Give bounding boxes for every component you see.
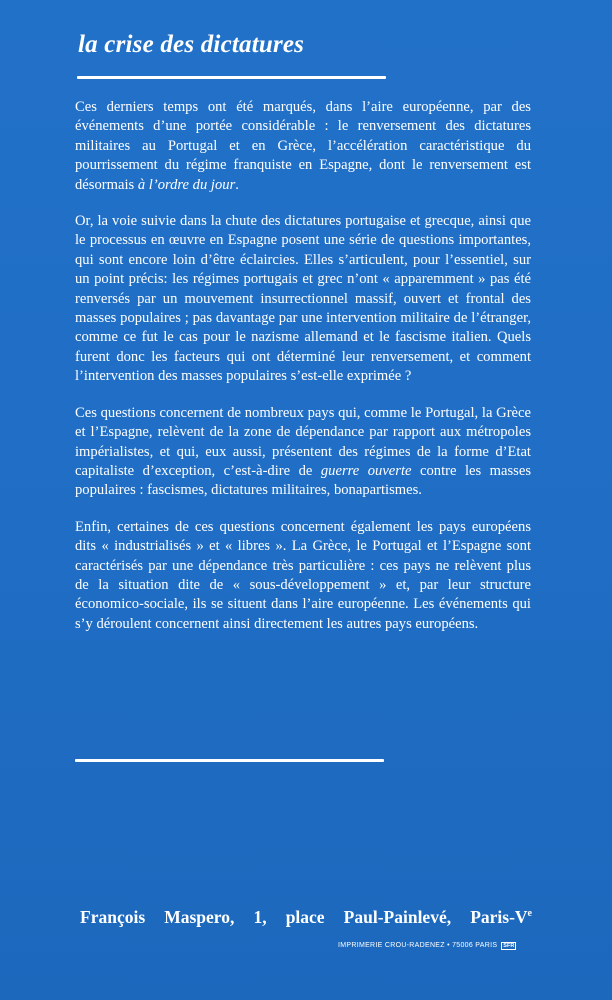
paragraph-text: Or, la voie suivie dans la chute des dictatures portugaise et grecque, ainsi que le processus en œuvre en Espagne posent une série de questions importantes, qui sont encore loin d’être éclaircies. Elles s’articulent, pour l’essentiel, sur un point précis: les régimes portugais et grec n’ont « apparemment » pas été renversés par un mouvement insurrectionnel massif, ouvert et frontal des masses populaires ; pas davantage par une intervention militaire de l’étranger, comme ce fut le cas pour le nazisme allemand et le fascisme italien. Quels furent donc les facteurs qui ont déterminé leur renversement, et comment l’intervention des masses populaires s’est-elle exprimée ? <box>75 213 531 385</box>
paragraph-text: Enfin, certaines de ces questions concernent également les pays européens dits « industrialisés » et « libres ». La Grèce, le Portugal et l’Espagne sont caractérisés par une dépendance très particulière : ces pays ne relèvent plus de la situation dite de « sous-développement » et, par leur structure économico-sociale, ils se situent dans l’aire européenne. Les événements qui s’y déroulent concernent ainsi directement les autres pays européens. <box>75 518 531 632</box>
paragraph-text: Ces questions concernent de nombreux pays qui, comme le Portugal, la Grèce et l’Espagne, relèvent de la zone de dépendance par rapport aux métropoles impérialistes, et qui, eux aussi, présentent des régimes de la forme d’Etat capitaliste d’exception, c’est-à-dire de <box>75 404 531 479</box>
paragraph-text: . <box>235 176 239 193</box>
top-divider <box>77 76 386 79</box>
blurb-paragraph-1 <box>75 98 531 195</box>
paragraph-emphasis: à l’ordre du jour <box>137 176 236 193</box>
book-title: la crise des dictatures <box>78 31 305 58</box>
blurb-paragraph-4 <box>75 518 531 634</box>
blurb-paragraph-2 <box>75 212 531 387</box>
printer-imprint <box>338 941 516 950</box>
publisher-text: François Maspero, 1, place Paul-Painlevé, Paris-V <box>80 907 528 927</box>
printer-text: IMPRIMERIE CROU-RADENEZ • 75006 PARIS <box>338 942 498 949</box>
publisher-address <box>80 903 532 928</box>
publisher-superscript: e <box>527 908 532 919</box>
blurb <box>75 98 531 651</box>
printer-logo-icon: SFR <box>503 942 515 949</box>
paragraph-emphasis: guerre ouverte <box>320 462 412 479</box>
paragraph-text: contre les masses populaires : fascismes, dictatures militaires, bonapartismes. <box>75 462 531 499</box>
bottom-divider <box>75 759 384 762</box>
blurb-paragraph-3 <box>75 404 531 501</box>
paragraph-text: Ces derniers temps ont été marqués, dans l’aire européenne, par des événements d’une portée considérable : le renversement des dictatures militaires au Portugal et en Grèce, l’accélération caractéristique du pourrissement du régime franquiste en Espagne, dont le renversement est désormais <box>75 99 531 193</box>
